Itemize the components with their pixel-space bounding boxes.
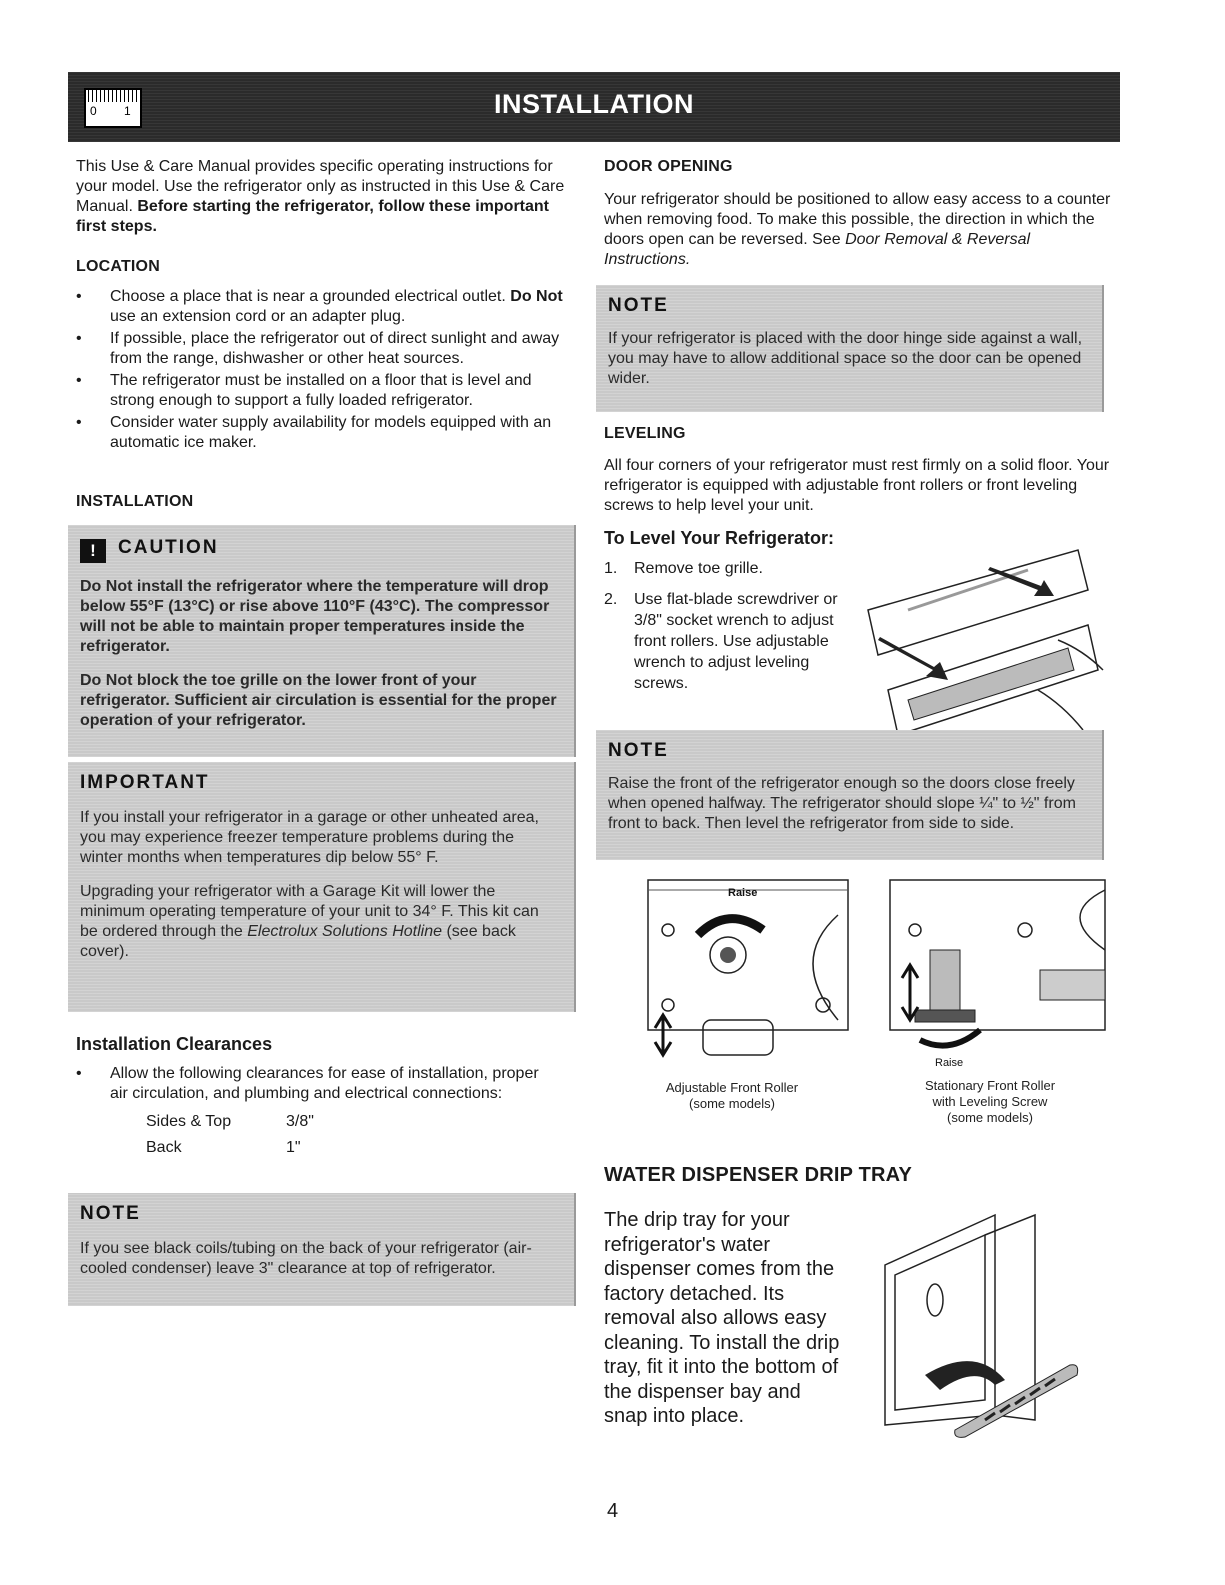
location-item-1-after: use an extension cord or an adapter plug. — [110, 308, 406, 325]
stationary-roller-illustration — [870, 870, 1110, 1070]
toe-grille-illustration — [848, 530, 1108, 750]
bullet-glyph: • — [76, 414, 82, 431]
clearance-label: Sides & Top — [146, 1113, 232, 1130]
important-paragraph-2: Upgrading your refrigerator with a Garage Kit will lower the minimum operating temperature of your unit to 34° F. This kit can be ordered through the — [80, 883, 539, 940]
step-text: Remove toe grille. — [634, 560, 763, 577]
stationary-roller-caption — [870, 1078, 1110, 1126]
leveling-steps — [604, 558, 854, 694]
hotline-name: Electrolux Solutions Hotline — [247, 923, 443, 940]
clearances-item-text: Allow the following clearances for ease of installation, proper air circulation, and plumbing and electrical connections: — [110, 1065, 539, 1102]
location-list — [76, 287, 566, 453]
clearance-value: 1" — [286, 1139, 301, 1156]
hand-drawing — [1038, 690, 1083, 730]
intro-text: This Use & Care Manual provides specific operating instructions for your model. Use the refrigerator only as instructed in this Use & Care Manual. — [76, 158, 565, 215]
clearance-value: 3/8" — [286, 1113, 314, 1130]
warning-icon: ! — [80, 539, 106, 563]
list-item — [604, 558, 854, 579]
caption-line: Adjustable Front Roller — [665, 1080, 799, 1095]
bullet-glyph: • — [76, 330, 82, 347]
important-paragraph-1: If you install your refrigerator in a garage or other unheated area, you may experience freezer temperature problems during the winter months when temperatures dip below 55° F. — [80, 809, 539, 866]
location-heading: LOCATION — [76, 258, 160, 275]
list-item — [76, 371, 566, 411]
location-item-3-text: The refrigerator must be installed on a floor that is level and strong enough to support a fully loaded refrigerator. — [110, 372, 532, 409]
clearance-note-text: If you see black coils/tubing on the back of your refrigerator (air-cooled condenser) leave 3" clearance at top of refrigerator. — [80, 1240, 532, 1277]
step-number: 2. — [604, 591, 618, 608]
up-down-arrow-icon — [902, 965, 918, 1020]
bullet-glyph: • — [76, 288, 82, 305]
important-box — [68, 762, 576, 1012]
clearance-note-box — [68, 1193, 576, 1306]
raise-label: Raise — [935, 1057, 964, 1069]
clearances-heading: Installation Clearances — [76, 1034, 273, 1054]
door-opening-text: Your refrigerator should be positioned to allow easy access to a counter when removing food. To make this possible, the direction in which the doors open can be reversed. See — [604, 191, 1111, 248]
door-note-text: If your refrigerator is placed with the door hinge side against a wall, you may have to allow additional space so the door can be opened wider. — [608, 330, 1083, 387]
note-label: NOTE — [608, 295, 669, 316]
leveling-text: All four corners of your refrigerator must rest firmly on a solid floor. Your refrigerator is equipped with adjustable front rollers or front leveling screws to help level your unit. — [604, 457, 1110, 514]
clearances-list — [76, 1064, 556, 1158]
table-row — [146, 1138, 556, 1158]
table-row — [146, 1112, 556, 1132]
arrow-icon — [925, 1361, 1005, 1390]
door-opening-heading: DOOR OPENING — [604, 158, 733, 175]
door-opening-paragraph — [604, 190, 1114, 270]
ruler-label-1: 1 — [124, 104, 131, 118]
list-item — [76, 413, 566, 453]
caution-paragraph-1: Do Not install the refrigerator where the temperature will drop below 55°F (13°C) or rise above 110°F (43°C). The compressor will not be able to maintain proper temperatures inside the refrigerator. — [80, 578, 550, 655]
caution-label: CAUTION — [118, 537, 219, 558]
up-down-arrow-icon — [655, 1015, 671, 1055]
location-item-2-text: If possible, place the refrigerator out of direct sunlight and away from the range, dishwasher or other heat sources. — [110, 330, 560, 367]
door-reversal-reference: Door Removal & Reversal Instructions. — [604, 231, 1031, 268]
installation-heading: INSTALLATION — [76, 493, 194, 510]
leveling-note-text: Raise the front of the refrigerator enough so the doors close freely when opened halfway. The refrigerator should slope ¼" to ½" from front to back. Then level the refrigerator from side to side. — [608, 775, 1076, 832]
caution-paragraph-2: Do Not block the toe grille on the lower front of your refrigerator. Sufficient air circulation is essential for the proper operation of your refrigerator. — [80, 672, 557, 729]
ruler-label-0: 0 — [90, 104, 97, 118]
location-item-4-text: Consider water supply availability for models equipped with an automatic ice maker. — [110, 414, 552, 451]
leveling-note-box — [596, 730, 1104, 860]
raise-label: Raise — [728, 887, 758, 899]
caution-box — [68, 525, 576, 757]
important-paragraph-2-end: (see back cover). — [80, 923, 516, 960]
adjustable-roller-caption — [612, 1080, 852, 1112]
curved-arrow-icon — [920, 1030, 980, 1046]
curved-arrow-icon — [698, 919, 763, 935]
intro-paragraph — [76, 157, 576, 237]
note-label: NOTE — [80, 1203, 141, 1224]
note-label: NOTE — [608, 740, 669, 761]
step-text: Use flat-blade screwdriver or 3/8" socket wrench to adjust front rollers. Use adjustable wrench to adjust leveling screws. — [634, 591, 838, 692]
step-number: 1. — [604, 560, 618, 577]
leveling-screw — [930, 950, 960, 1010]
drip-tray-text: The drip tray for your refrigerator's water dispenser comes from the factory detached. Its removal also allows easy cleaning. To install the drip tray, fit it into the bottom of the dispenser bay and snap into place. — [604, 1209, 840, 1427]
caption-line: Stationary Front Roller — [924, 1078, 1056, 1093]
page-title: INSTALLATION — [494, 89, 694, 119]
bullet-glyph: • — [76, 1065, 82, 1082]
roller-wheel — [703, 1020, 773, 1055]
location-item-1-text: Choose a place that is near a grounded electrical outlet. — [110, 288, 506, 305]
drip-tray-heading: WATER DISPENSER DRIP TRAY — [604, 1164, 913, 1186]
adjustable-roller-illustration — [613, 870, 853, 1060]
list-item — [76, 287, 566, 327]
page-number: 4 — [606, 1500, 619, 1522]
leveling-heading: LEVELING — [604, 425, 686, 442]
caption-line: (some models) — [947, 1110, 1033, 1125]
leveling-subheading: To Level Your Refrigerator: — [604, 528, 835, 548]
drip-tray-illustration — [855, 1205, 1105, 1440]
clearances-table — [146, 1112, 556, 1158]
list-item — [76, 1064, 556, 1104]
list-item — [604, 589, 854, 694]
location-item-1-bold: Do Not — [510, 288, 563, 305]
intro-bold-text: Before starting the refrigerator, follow these important first steps. — [76, 198, 549, 235]
section-header-bar — [68, 72, 1120, 142]
door-note-box — [596, 285, 1104, 412]
clearance-label: Back — [146, 1139, 182, 1156]
caption-line: (some models) — [689, 1096, 775, 1111]
bullet-glyph: • — [76, 372, 82, 389]
caption-line: with Leveling Screw — [932, 1094, 1048, 1109]
important-label: IMPORTANT — [80, 772, 210, 793]
list-item — [76, 329, 566, 369]
